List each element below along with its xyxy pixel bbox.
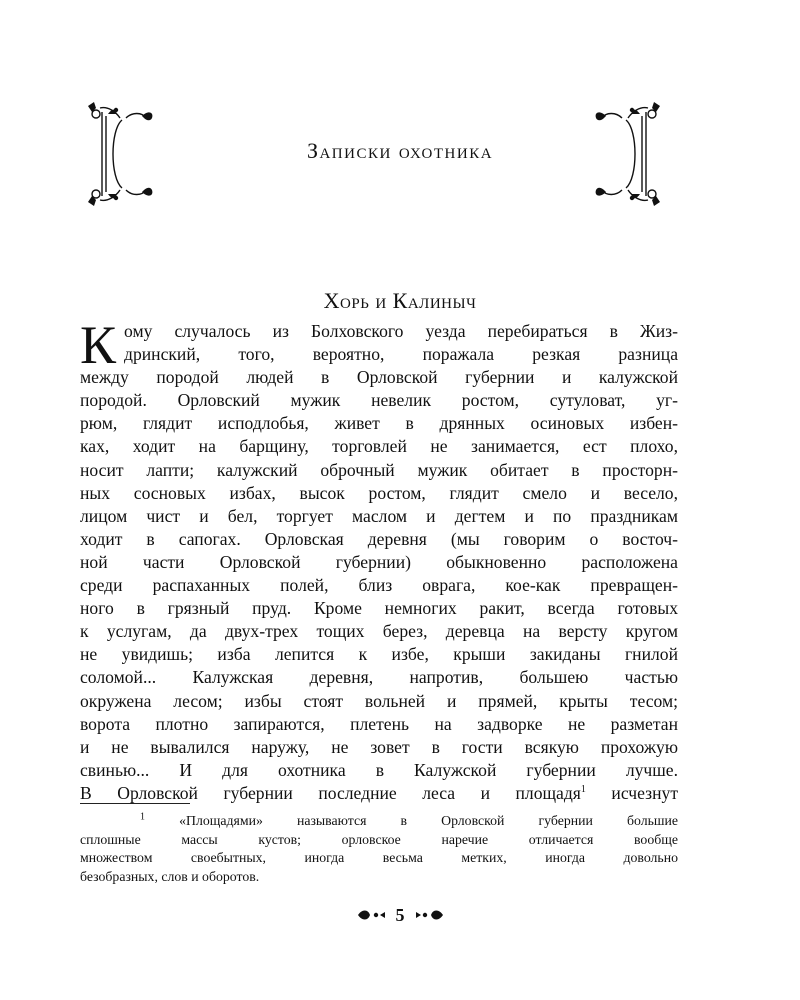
text-line: ного в грязный пруд. Кроме немногих ракит, всегда готовых <box>80 598 678 619</box>
book-title: Записки охотника <box>306 138 494 163</box>
text-line: носит лапти; калужский оброчный мужик обитает в просторн- <box>80 459 678 480</box>
footnote-line-text: «Площадями» называются в Орловской губернии большие <box>179 813 679 828</box>
text-line: и не вывалился наружу, не зовет в гости всякую прохожую <box>80 736 678 757</box>
text-line: ных сосновых избах, высок ростом, глядит смело и весело, <box>80 482 678 503</box>
footnote-line: безобразных, слов и оборотов. <box>80 868 260 884</box>
footnote-line <box>80 812 678 831</box>
footnote-reference: 1 <box>580 784 586 796</box>
page-folio <box>0 900 800 930</box>
text-line: дринский, того, вероятно, поражала резкая разница <box>124 344 678 365</box>
text-line-start: В Орловской губернии последние леса и площадя <box>80 782 581 803</box>
text-line: ной части Орловской губернии) обыкновенно расположена <box>80 551 678 572</box>
text-line: рюм, глядит исподлобья, живет в дрянных осиновых избен- <box>80 413 678 434</box>
text-line: ходит в сапогах. Орловская деревня (мы говорим о восточ- <box>80 528 678 549</box>
text-line: ому случалось из Болховского уезда перебираться в Жиз- <box>124 321 678 341</box>
text-line: породой. Орловский мужик невелик ростом, сутуловат, уг- <box>80 390 678 411</box>
text-line-last <box>80 782 678 805</box>
text-line: ках, ходит на барщину, торговлей не занимается, ест плохо, <box>80 436 678 457</box>
text-line: среди распаханных полей, близ оврага, кое-как превращен- <box>80 575 678 596</box>
footnote-line: сплошные массы кустов; орловское наречие отличается вообще <box>80 831 678 847</box>
text-line: окружена лесом; избы стоят вольней и прямей, крыты тесом; <box>80 690 678 711</box>
text-line: свинью... И для охотника в Калужской губернии лучше. <box>80 759 678 780</box>
footnote-line: множеством своебытных, иногда весьма метких, иногда довольно <box>80 850 678 865</box>
chapter-title: Хорь и Калиныч <box>323 288 477 313</box>
footnote-divider <box>80 803 190 804</box>
text-line: ворота плотно запираются, плетень на задворке не разметан <box>80 713 678 734</box>
page-number: 5 <box>395 904 405 925</box>
paragraph <box>80 315 679 805</box>
drop-cap: К <box>80 315 117 375</box>
text-line: к услугам, да двух-трех тощих берез, деревца на версту кругом <box>80 621 678 642</box>
fleuron-right-icon <box>415 908 445 922</box>
text-line: между породой людей в Орловской губернии и калужской <box>80 367 678 388</box>
text-line: соломой... Калужская деревня, напротив, большею частью <box>80 667 678 688</box>
footnote-marker: 1 <box>140 811 145 823</box>
fleuron-left-icon <box>356 908 386 922</box>
text-line: лицом чист и бел, торгует маслом и дегтем и по праздникам <box>80 505 678 526</box>
text-line-end: исчезнут <box>585 782 679 803</box>
text-line: не увидишь; изба лепится к избе, крыши закиданы гнилой <box>80 644 678 665</box>
footnote <box>80 812 678 886</box>
